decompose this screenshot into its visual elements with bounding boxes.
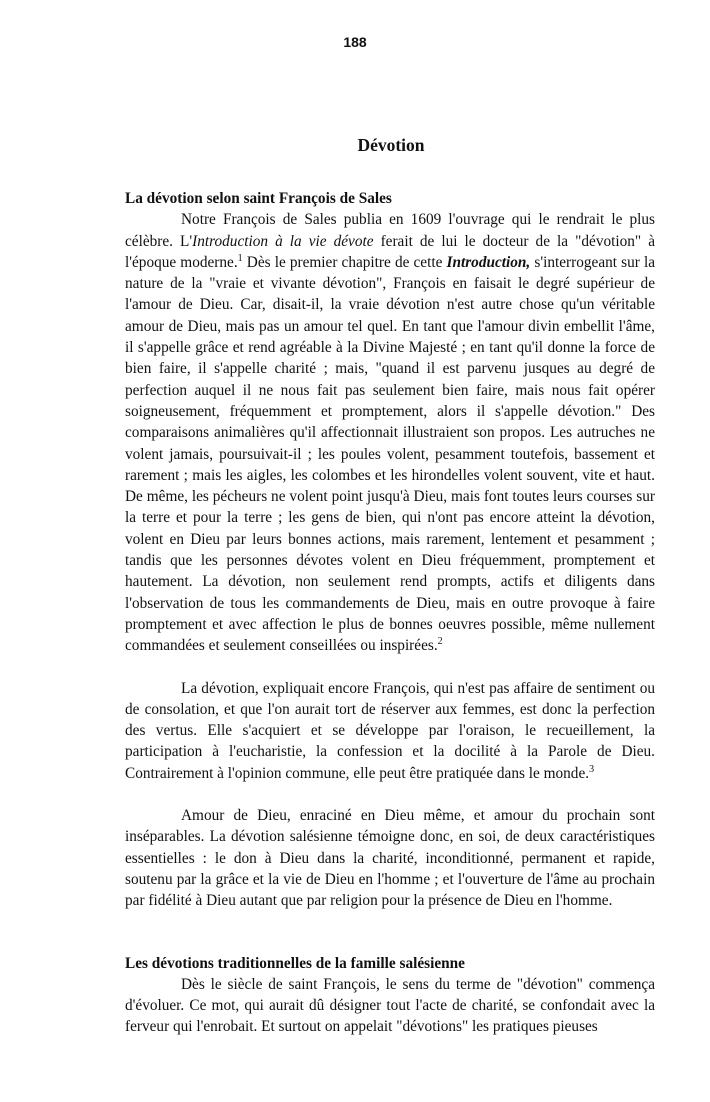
text-run: La dévotion, expliquait encore François, qui n'est pas affaire de sentiment ou de consolation, et que l'on aurait tort de réserver aux femmes, est donc la perfection des vertus. Elle s'acquiert et se développe par l'oraison, le recueillement, la participation à l'eucharistie, la confession et la docilité à la Parole de Dieu. Contrairement à l'opinion commune, elle peut être pratiquée dans le monde. xyxy=(125,679,655,782)
text-run: s'interrogeant sur la nature de la "vraie et vivante dévotion", François en faisait le degré supérieur de l'amour de Dieu. Car, disait-il, la vraie dévotion n'est autre chose qu'un véritable amour de Dieu, mais pas un amour tel quel. En tant que l'amour divin embellit l'âme, il s'appelle grâce et rend agréable à la Divine Majesté ; en tant qu'il donne la force de bien faire, il s'appelle charité ; mais, "quand il est parvenu jusques au degré de perfection auquel il ne nous fait pas seulement bien faire, mais nous fait opérer soigneusement, fréquemment et promptement, alors il s'appelle dévotion." Des comparaisons animalières qu'il affectionnait illustraient son propos. Les autruches ne volent jamais, poursuivait-il ; les poules volent, pesamment toutefois, bassement et rarement ; mais les aigles, les colombes et les hirondelles volent souvent, vite et haut. De même, les pécheurs ne volent point jusqu'à Dieu, mais font toutes leurs courses sur la terre et pour la terre ; les gens de bien, qui n'ont pas encore atteint la dévotion, volent en Dieu par leurs bonnes actions, mais rarement, lentement et pesamment ; tandis que les personnes dévotes volent en Dieu fréquemment, promptement et hautement. La dévotion, non seulement rend prompts, actifs et diligents dans l'observation de tous les commandements de Dieu, mais en outre provoque à faire promptement et avec affection le plus de bonnes oeuvres possible, même nullement commandées et seulement conseillées ou inspirées. xyxy=(125,253,655,655)
text-run: Dès le premier chapitre de cette xyxy=(242,253,447,271)
body-text xyxy=(125,188,655,1038)
section-heading: Les dévotions traditionnelles de la famille salésienne xyxy=(125,954,465,972)
paragraph: Dès le siècle de saint François, le sens du terme de "dévotion" commença d'évoluer. Ce mot, qui aurait dû désigner tout l'acte de charité, se confondait avec la ferveur qui l'enrobait. Et surtout on appelait "dévotions" les pratiques pieuses xyxy=(125,975,655,1036)
paragraph xyxy=(125,678,655,784)
paragraph-gap xyxy=(125,784,655,805)
footnote-ref[interactable]: 2 xyxy=(437,636,443,648)
book-title: Introduction, xyxy=(446,253,531,271)
text-run: Notre François de Sales publia en 1609 l'ouvrage qui le rendrait le plus célèbre. L' xyxy=(125,211,655,250)
paragraph xyxy=(125,209,655,656)
page-number: 188 xyxy=(343,34,367,50)
section-heading: La dévotion selon saint François de Sales xyxy=(125,190,392,207)
paragraph-gap xyxy=(125,657,655,678)
chapter-title: Dévotion xyxy=(357,135,425,155)
paragraph: Amour de Dieu, enraciné en Dieu même, et amour du prochain sont inséparables. La dévotion salésienne témoigne donc, en soi, de deux caractéristiques essentielles : le don à Dieu dans la charité, inconditionné, permanent et rapide, soutenu par la grâce et la vie de Dieu en l'homme ; et l'ouverture de l'âme au prochain par fidélité à Dieu autant que par religion pour la présence de Dieu en l'homme. xyxy=(125,807,655,910)
book-title: Introduction à la vie dévote xyxy=(192,232,374,250)
footnote-ref[interactable]: 3 xyxy=(589,763,595,775)
footnote-ref[interactable]: 1 xyxy=(237,252,243,264)
section-gap xyxy=(125,912,655,953)
text-run: ferait de lui le docteur de la "dévotion" à l'époque moderne. xyxy=(125,232,655,271)
